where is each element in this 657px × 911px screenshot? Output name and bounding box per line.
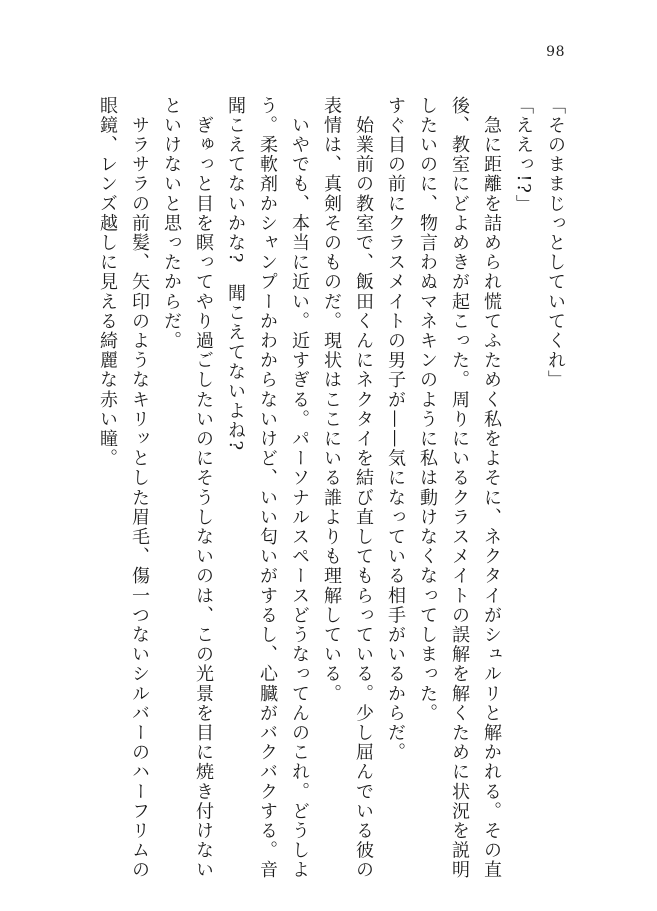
text-line: う。柔軟剤かシャンプーかわからないけど、いい匂いがするし、心臓がバクバクする。音 bbox=[257, 96, 278, 880]
text-line: 聞こえてないかな? 聞こえてないよね? bbox=[225, 96, 246, 452]
text-line: いやでも、本当に近い。近すぎる。パーソナルスペースどうなってんのこれ。どうしよ bbox=[289, 96, 310, 880]
text-line: 「ええっ!?」 bbox=[513, 96, 534, 215]
page-number: 98 bbox=[546, 44, 565, 60]
text-line: 「そのままじっとしていてくれ」 bbox=[545, 96, 566, 390]
text-line: 後、教室にどよめきが起こった。周りにいるクラスメイトの誤解を解くために状況を説明 bbox=[449, 96, 470, 880]
text-line: 急に距離を詰められ慌てふためく私をよそに、ネクタイがシュルリと解かれる。その直 bbox=[481, 96, 502, 880]
text-line: といけないと思ったからだ。 bbox=[161, 96, 182, 351]
text-line: したいのに、物言わぬマネキンのように私は動けなくなってしまった。 bbox=[417, 96, 438, 724]
text-line: サラサラの前髪、矢印のようなキリッとした眉毛、傷一つないシルバーのハーフリムの bbox=[129, 96, 150, 880]
text-line: 眼鏡、レンズ越しに見える綺麗な赤い瞳。 bbox=[97, 96, 118, 469]
text-line: すぐ目の前にクラスメイトの男子が——気になっている相手がいるからだ。 bbox=[385, 96, 406, 763]
text-line: 表情は、真剣そのものだ。現状はここにいる誰よりも理解している。 bbox=[321, 96, 342, 704]
text-line: ぎゅっと目を瞑ってやり過ごしたいのにそうしないのは、この光景を目に焼き付けない bbox=[193, 96, 214, 880]
text-line: 始業前の教室で、飯田くんにネクタイを結び直してもらっている。少し屈んでいる彼の bbox=[353, 96, 374, 880]
body-text bbox=[91, 96, 571, 880]
